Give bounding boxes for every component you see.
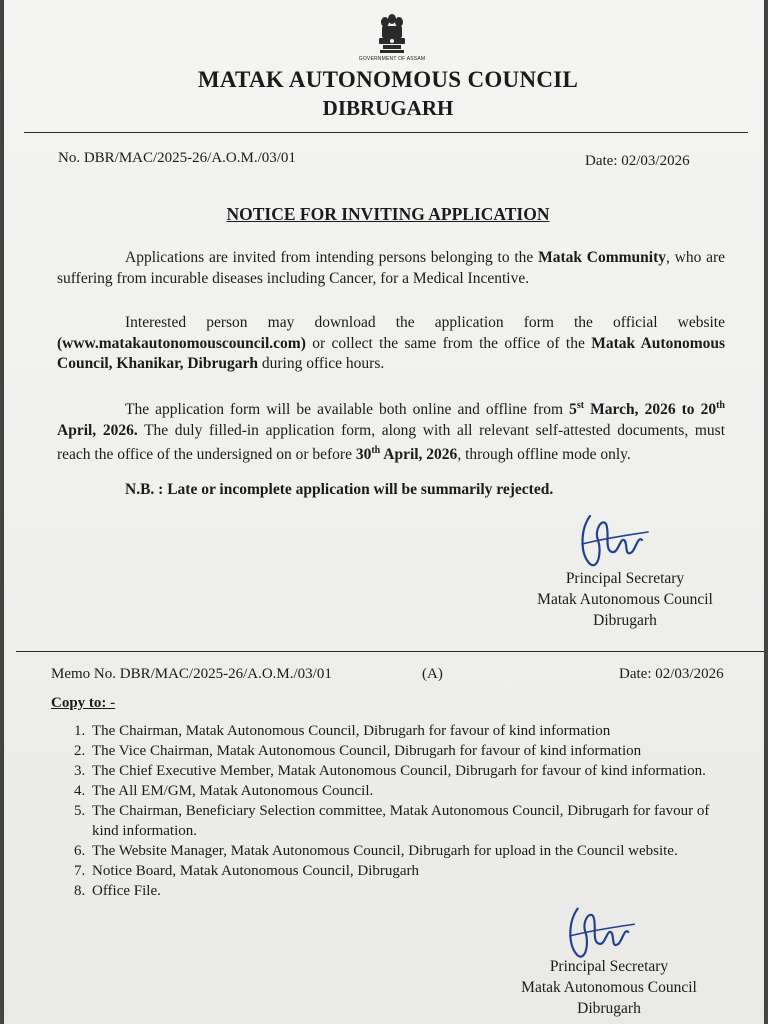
p2-text-c: or collect the same from the office of the <box>305 334 592 352</box>
list-item: 7. Notice Board, Matak Autonomous Council, Dibrugarh <box>74 862 420 879</box>
list-item: 8. Office File. <box>74 882 161 899</box>
signatory-org: Matak Autonomous Council <box>537 591 713 608</box>
emblem-caption: GOVERNMENT OF ASSAM <box>358 56 426 62</box>
memo-divider <box>16 651 764 652</box>
org-name: MATAK AUTONOMOUS COUNCIL <box>197 67 579 92</box>
list-item: 2. The Vice Chairman, Matak Autonomous Council, Dibrugarh for favour of kind information <box>74 743 642 759</box>
p2-text-d: Matak Autonomous Council, Khanikar, Dibrugarh <box>57 334 726 372</box>
p3-text-a: The application form will be available both online and offline from <box>125 401 570 419</box>
notice-paper <box>4 0 764 1024</box>
p3-deadline: 30th April, 2026 <box>355 445 458 464</box>
p1-text-a: Applications are invited from intending persons belonging to the <box>125 249 539 266</box>
list-item: 5. The Chairman, Beneficiary Selection committee, Matak Autonomous Council, Dibrugarh for favour of kind information. <box>74 803 710 839</box>
website-link: (www.matakautonomouscouncil.com) <box>57 334 306 352</box>
signatory-title-2: Principal Secretary <box>549 958 669 975</box>
notice-title: NOTICE FOR INVITING APPLICATION <box>226 204 550 224</box>
memo-number: Memo No. DBR/MAC/2025-26/A.O.M./03/01 <box>51 666 332 682</box>
p1-text-b: Matak Community <box>538 249 666 266</box>
nb-note: N.B. : Late or incomplete application will be summarily rejected. <box>125 481 554 498</box>
paragraph-2 <box>57 313 725 375</box>
memo-date: Date: 02/03/2026 <box>619 666 724 682</box>
memo-suffix: (A) <box>422 666 443 682</box>
signatory-city: Dibrugarh <box>593 612 657 629</box>
paragraph-3 <box>57 396 725 466</box>
signature-image-2 <box>564 902 642 964</box>
list-item: 6. The Website Manager, Matak Autonomous Council, Dibrugarh for upload in the Council website. <box>74 842 678 859</box>
copy-to-list <box>74 722 734 902</box>
copy-to-heading: Copy to: - <box>51 695 116 711</box>
p3-date-range: 5st March, 2026 to 20th April, 2026. <box>57 400 725 439</box>
signatory-title: Principal Secretary <box>565 570 685 587</box>
signatory-block <box>512 568 738 631</box>
signatory-block-2 <box>496 956 722 1019</box>
p3-text-c: The duly filled-in application form, along with all relevant self-attested documents, must reach the office of the undersigned on or before <box>57 421 726 464</box>
header-divider <box>24 132 748 133</box>
p1-text-c: , who are suffering from incurable diseases including Cancer, for a Medical Incentive. <box>57 249 725 287</box>
state-emblem-icon <box>374 12 410 56</box>
list-item: 4. The All EM/GM, Matak Autonomous Council. <box>74 783 374 799</box>
signature-image <box>576 510 656 572</box>
p3-text-e: , through offline mode only. <box>457 446 631 464</box>
org-city: DIBRUGARH <box>322 96 454 120</box>
signatory-city-2: Dibrugarh <box>577 1000 641 1017</box>
paragraph-1 <box>57 248 725 289</box>
p2-text-e: during office hours. <box>257 355 385 372</box>
list-item: 3. The Chief Executive Member, Matak Autonomous Council, Dibrugarh for favour of kind information. <box>74 763 706 779</box>
p2-text-a: Interested person may download the application form the official website <box>125 314 725 331</box>
list-item: 1. The Chairman, Matak Autonomous Council, Dibrugarh for favour of kind information <box>74 723 611 739</box>
reference-number: No. DBR/MAC/2025-26/A.O.M./03/01 <box>58 150 296 166</box>
notice-date: Date: 02/03/2026 <box>585 153 690 169</box>
signatory-org-2: Matak Autonomous Council <box>521 979 697 996</box>
